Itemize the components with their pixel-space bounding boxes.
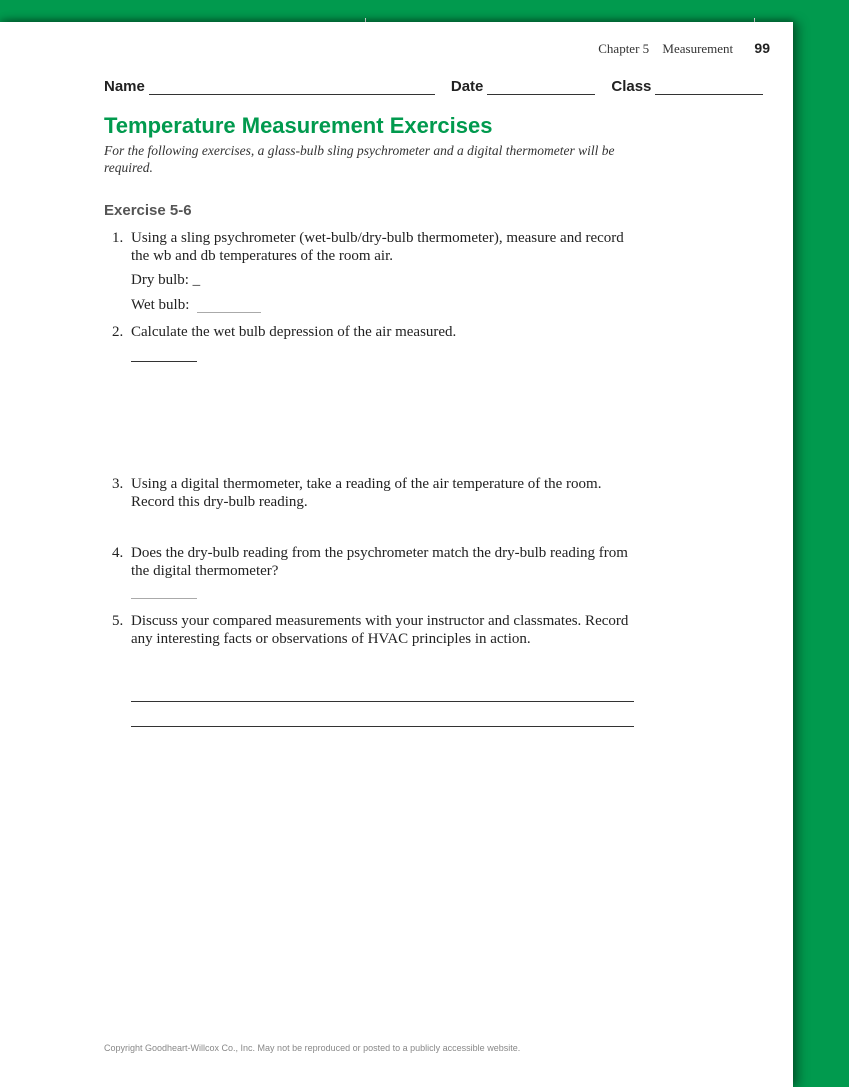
- question-3: [104, 475, 644, 511]
- question-4: [104, 544, 644, 580]
- name-label: Name: [104, 78, 145, 95]
- question-number: 3.: [112, 476, 124, 492]
- question-number: 1.: [112, 230, 124, 246]
- intro-text: For the following exercises, a glass-bulb sling psychrometer and a digital thermometer will be required.: [104, 143, 615, 175]
- running-header: [598, 40, 770, 57]
- dry-bulb-label: Dry bulb: _: [131, 272, 201, 288]
- question-5-answer-line-2[interactable]: [131, 726, 634, 727]
- exercise-heading: Exercise 5-6: [104, 202, 192, 219]
- question-5-answer-line-1[interactable]: [131, 701, 634, 702]
- question-text: Using a digital thermometer, take a reading of the air temperature of the room. Record this dry-bulb reading.: [131, 476, 602, 510]
- question-text: Does the dry-bulb reading from the psychrometer match the dry-bulb reading from the digital thermometer?: [131, 545, 628, 579]
- question-4-answer-line[interactable]: [131, 598, 197, 599]
- copyright-footer: Copyright Goodheart-Willcox Co., Inc. May not be reproduced or posted to a publicly accessible website.: [104, 1043, 521, 1053]
- question-text: Discuss your compared measurements with your instructor and classmates. Record any interesting facts or observations of HVAC principles in action.: [131, 613, 629, 647]
- section-label: Measurement: [662, 41, 734, 56]
- chapter-label: Chapter 5: [598, 41, 650, 56]
- question-1: [104, 229, 644, 265]
- question-number: 2.: [112, 324, 124, 340]
- class-label: Class: [611, 78, 652, 95]
- class-field[interactable]: [655, 82, 763, 95]
- question-2: [104, 323, 644, 341]
- wet-bulb-answer-line[interactable]: [197, 312, 261, 313]
- question-number: 4.: [112, 545, 124, 561]
- page-title: Temperature Measurement Exercises: [104, 113, 493, 138]
- question-number: 5.: [112, 613, 124, 629]
- question-text: Calculate the wet bulb depression of the air measured.: [131, 324, 457, 340]
- student-info-row: [104, 78, 770, 95]
- question-5: [104, 612, 644, 648]
- wet-bulb-label: Wet bulb:: [131, 297, 190, 313]
- date-field[interactable]: [487, 82, 595, 95]
- page-number: 99: [754, 40, 770, 56]
- name-field[interactable]: [149, 82, 435, 95]
- date-label: Date: [450, 78, 484, 95]
- question-text: Using a sling psychrometer (wet-bulb/dry-bulb thermometer), measure and record the wb and db temperatures of the room air.: [131, 230, 624, 264]
- question-2-answer-line[interactable]: [131, 361, 197, 362]
